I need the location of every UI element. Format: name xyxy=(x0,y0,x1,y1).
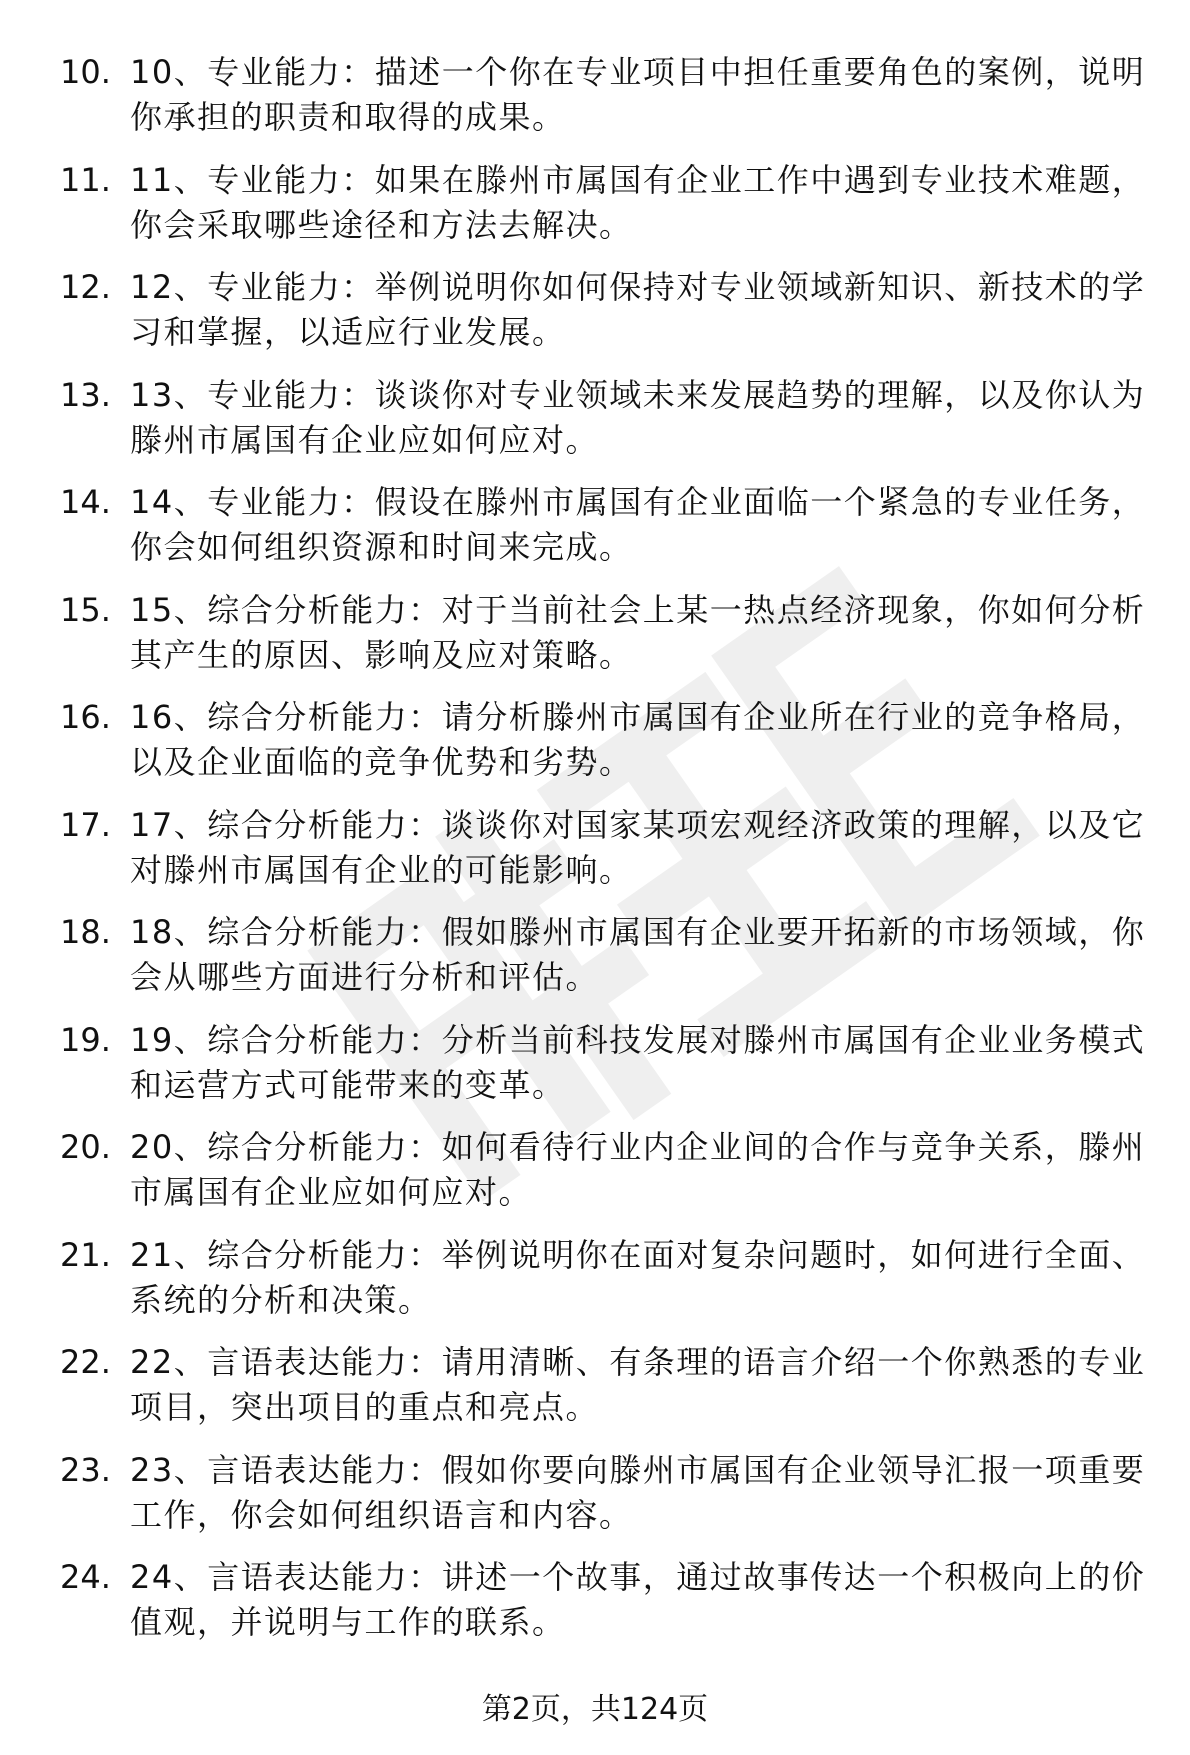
item-text: 11、专业能力：如果在滕州市属国有企业工作中遇到专业技术难题，你会采取哪些途径和方法去解决。 xyxy=(130,160,1146,244)
item-text: 19、综合分析能力：分析当前科技发展对滕州市属国有企业业务模式和运营方式可能带来的变革。 xyxy=(130,1020,1146,1104)
item-number: 15. xyxy=(60,590,111,629)
item-text: 15、综合分析能力：对于当前社会上某一热点经济现象，你如何分析其产生的原因、影响及应对策略。 xyxy=(130,590,1146,674)
list-item xyxy=(0,803,1190,911)
item-text: 17、综合分析能力：谈谈你对国家某项宏观经济政策的理解，以及它对滕州市属国有企业的可能影响。 xyxy=(130,805,1146,889)
list-item xyxy=(0,1233,1190,1341)
list-item xyxy=(0,50,1190,158)
item-number: 24. xyxy=(60,1558,111,1596)
item-text: 12、专业能力：举例说明你如何保持对专业领域新知识、新技术的学习和掌握，以适应行业发展。 xyxy=(130,268,1146,351)
item-number: 20. xyxy=(60,1128,111,1166)
list-item xyxy=(0,158,1190,266)
item-number: 17. xyxy=(60,805,111,844)
item-text: 13、专业能力：谈谈你对专业领域未来发展趋势的理解，以及你认为滕州市属国有企业应如何应对。 xyxy=(130,375,1146,459)
item-number: 12. xyxy=(60,268,111,306)
list-item xyxy=(0,910,1190,1018)
item-number: 19. xyxy=(60,1020,111,1059)
item-text: 23、言语表达能力：假如你要向滕州市属国有企业领导汇报一项重要工作，你会如何组织语言和内容。 xyxy=(130,1450,1146,1534)
item-number: 14. xyxy=(60,483,111,521)
list-item xyxy=(0,1125,1190,1233)
list-item xyxy=(0,373,1190,481)
list-item xyxy=(0,1340,1190,1448)
list-item xyxy=(0,1555,1190,1663)
question-list xyxy=(0,50,1190,1663)
item-text: 18、综合分析能力：假如滕州市属国有企业要开拓新的市场领域，你会从哪些方面进行分析和评估。 xyxy=(130,913,1146,996)
item-number: 13. xyxy=(60,375,111,414)
item-text: 20、综合分析能力：如何看待行业内企业间的合作与竞争关系，滕州市属国有企业应如何应对。 xyxy=(130,1128,1146,1211)
item-number: 18. xyxy=(60,913,111,951)
item-text: 16、综合分析能力：请分析滕州市属国有企业所在行业的竞争格局，以及企业面临的竞争优势和劣势。 xyxy=(130,698,1146,781)
list-item xyxy=(0,1448,1190,1556)
item-number: 16. xyxy=(60,698,111,736)
list-item xyxy=(0,695,1190,803)
list-item xyxy=(0,1018,1190,1126)
item-number: 21. xyxy=(60,1235,111,1274)
item-text: 10、专业能力：描述一个你在专业项目中担任重要角色的案例，说明你承担的职责和取得的成果。 xyxy=(130,53,1146,136)
item-number: 23. xyxy=(60,1450,111,1489)
item-text: 22、言语表达能力：请用清晰、有条理的语言介绍一个你熟悉的专业项目，突出项目的重点和亮点。 xyxy=(130,1343,1146,1426)
list-item xyxy=(0,480,1190,588)
item-number: 11. xyxy=(60,160,111,199)
list-item xyxy=(0,588,1190,696)
list-item xyxy=(0,265,1190,373)
item-text: 24、言语表达能力：讲述一个故事，通过故事传达一个积极向上的价值观，并说明与工作的联系。 xyxy=(130,1558,1146,1641)
item-number: 10. xyxy=(60,53,111,91)
page-number-footer: 第2页，共124页 xyxy=(481,1692,709,1727)
item-text: 14、专业能力：假设在滕州市属国有企业面临一个紧急的专业任务，你会如何组织资源和时间来完成。 xyxy=(130,483,1146,566)
item-number: 22. xyxy=(60,1343,111,1381)
item-text: 21、综合分析能力：举例说明你在面对复杂问题时，如何进行全面、系统的分析和决策。 xyxy=(130,1235,1146,1319)
